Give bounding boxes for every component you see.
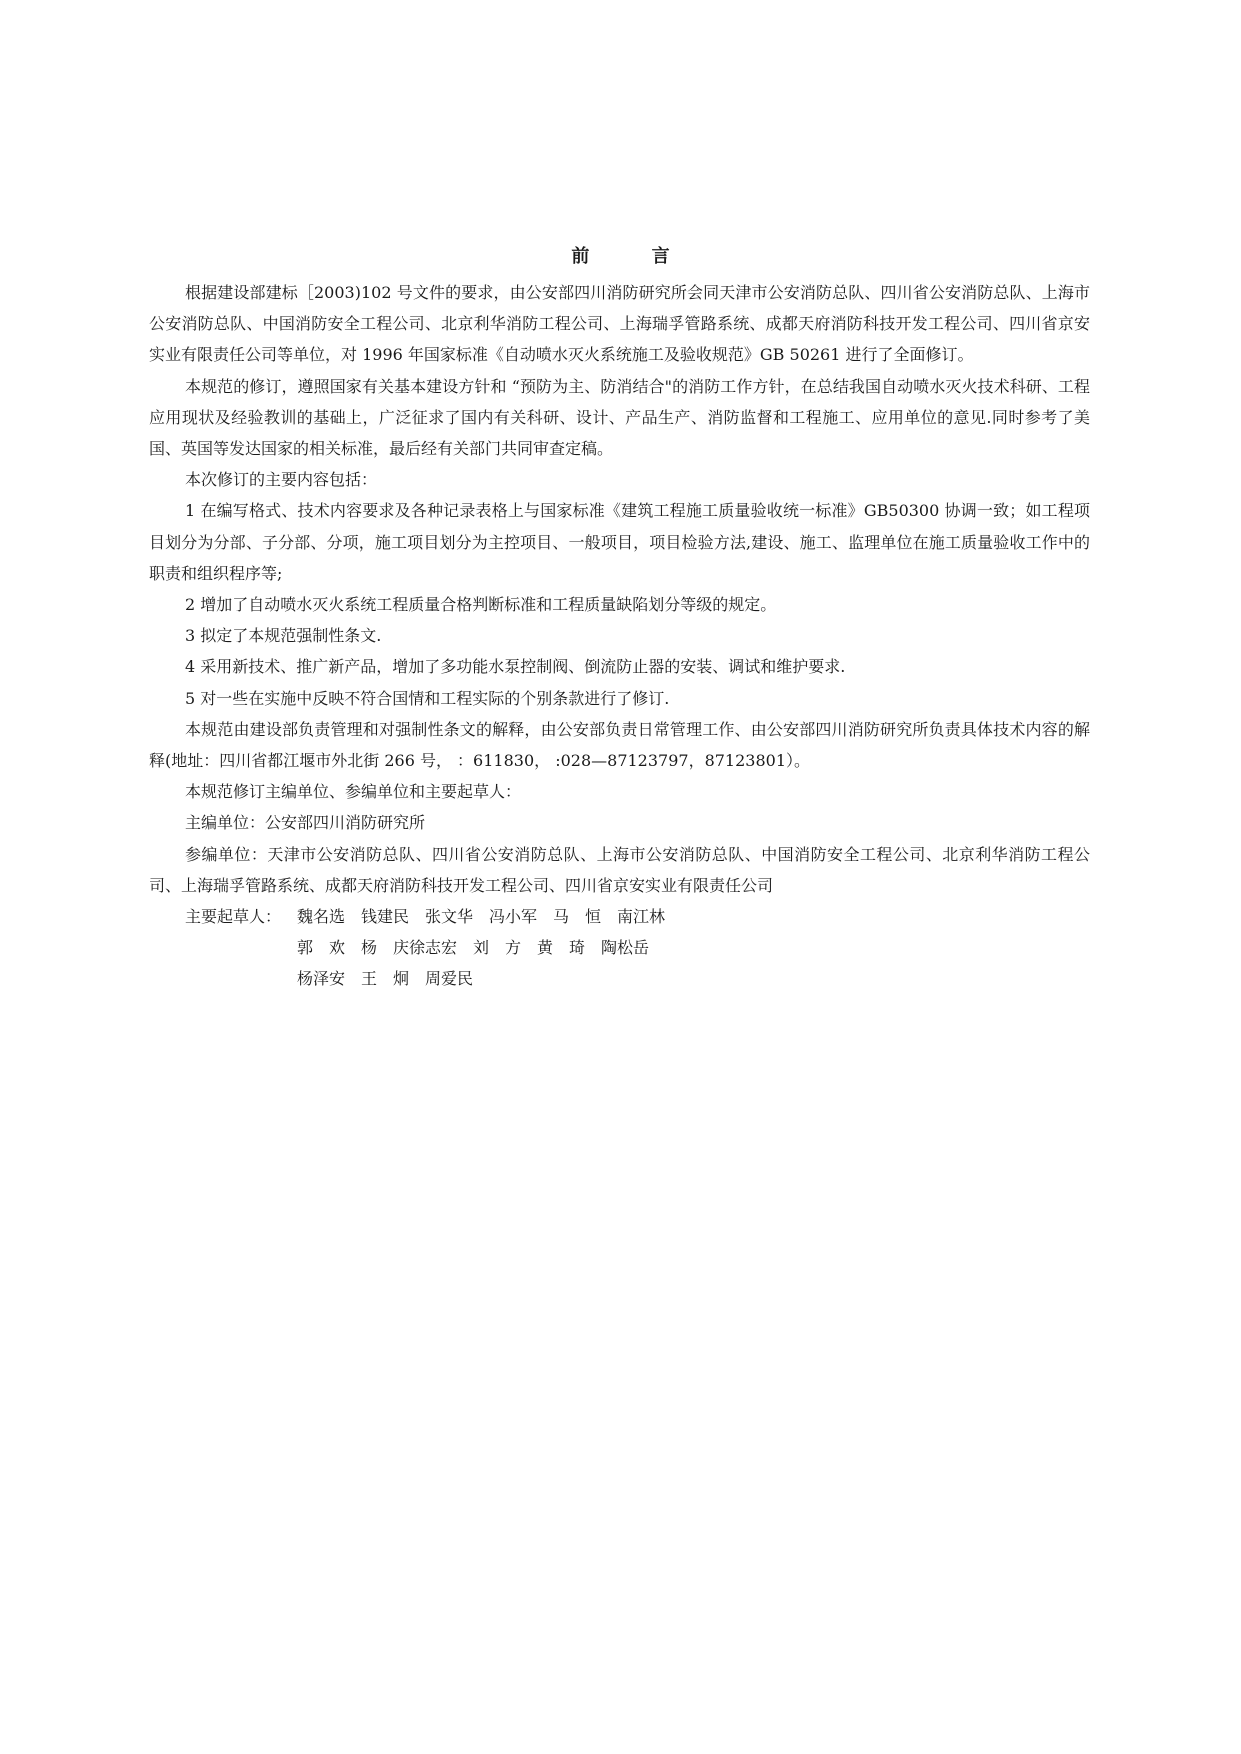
list-item-5: 5 对一些在实施中反映不符合国情和工程实际的个别条款进行了修订. (185, 688, 670, 708)
drafters-label-spacer (185, 932, 297, 963)
list-item-4: 4 采用新技术、推广新产品，增加了多功能水泵控制阀、倒流防止器的安装、调试和维护要求. (185, 657, 846, 677)
drafters-label: 主要起草人： (185, 907, 282, 927)
revision-principle-paragraph: 本规范的修订，遵照国家有关基本建设方针和 “预防为主、防消结合"的消防工作方针，在总结我国自动喷水灭火技术科研、工程应用现状及经验教训的基础上，广泛征求了国内有关科研、设计、产品生产、消防监督和工程施工、应用单位的意见.同时参考了美国、英国等发达国家的相关标准，最后经有关部门共同审查定稿。 (149, 376, 1090, 459)
list-item-1: 1 在编写格式、技术内容要求及各种记录表格上与国家标准《建筑工程施工质量验收统一标准》GB50300 协调一致；如工程项目划分为分部、子分部、分项，施工项目划分为主控项目、一般项目，项目检验方法,建设、施工、监理单位在施工质量验收工作中的职责和组织程序等; (149, 501, 1090, 583)
management-paragraph: 本规范由建设部负责管理和对强制性条文的解释，由公安部负责日常管理工作、由公安部四川消防研究所负责具体技术内容的解释(地址：四川省都江堰市外北街 266 号， ：611830， :028—87123797，87123801）。 (149, 719, 1090, 771)
list-item-2: 2 增加了自动喷水灭火系统工程质量合格判断标准和工程质量缺陷划分等级的规定。 (185, 595, 777, 615)
drafters-section (149, 901, 1090, 995)
chief-editor-unit: 主编单位：公安部四川消防研究所 (185, 813, 426, 833)
units-heading: 本规范修订主编单位、参编单位和主要起草人： (185, 782, 522, 802)
main-content-heading: 本次修订的主要内容包括： (185, 470, 378, 490)
list-item-3: 3 拟定了本规范强制性条文. (185, 626, 382, 646)
drafters-row (185, 901, 1090, 932)
body-text (149, 277, 1090, 995)
drafters-names: 杨泽安 王 炯 周爱民 (297, 969, 474, 989)
drafters-names: 郭 欢 杨 庆徐志宏 刘 方 黄 琦 陶松岳 (297, 938, 650, 958)
drafters-row (185, 963, 1090, 994)
participating-units: 参编单位：天津市公安消防总队、四川省公安消防总队、上海市公安消防总队、中国消防安全工程公司、北京利华消防工程公司、上海瑞孚管路系统、成都天府消防科技开发工程公司、四川省京安实业有限责任公司 (149, 844, 1090, 895)
page-title: 前 言 (571, 246, 698, 267)
drafters-row (185, 932, 1090, 963)
drafters-label-spacer (185, 963, 297, 994)
intro-paragraph: 根据建设部建标［2003)102 号文件的要求，由公安部四川消防研究所会同天津市公安消防总队、四川省公安消防总队、上海市公安消防总队、中国消防安全工程公司、北京利华消防工程公司、上海瑞孚管路系统、成都天府消防科技开发工程公司、四川省京安实业有限责任公司等单位，对 1996 年国家标准《自动喷水灭火系统施工及验收规范》GB 50261 进行了全面修订。 (149, 283, 1090, 365)
drafters-names: 魏名选 钱建民 张文华 冯小军 马 恒 南江林 (297, 907, 666, 927)
